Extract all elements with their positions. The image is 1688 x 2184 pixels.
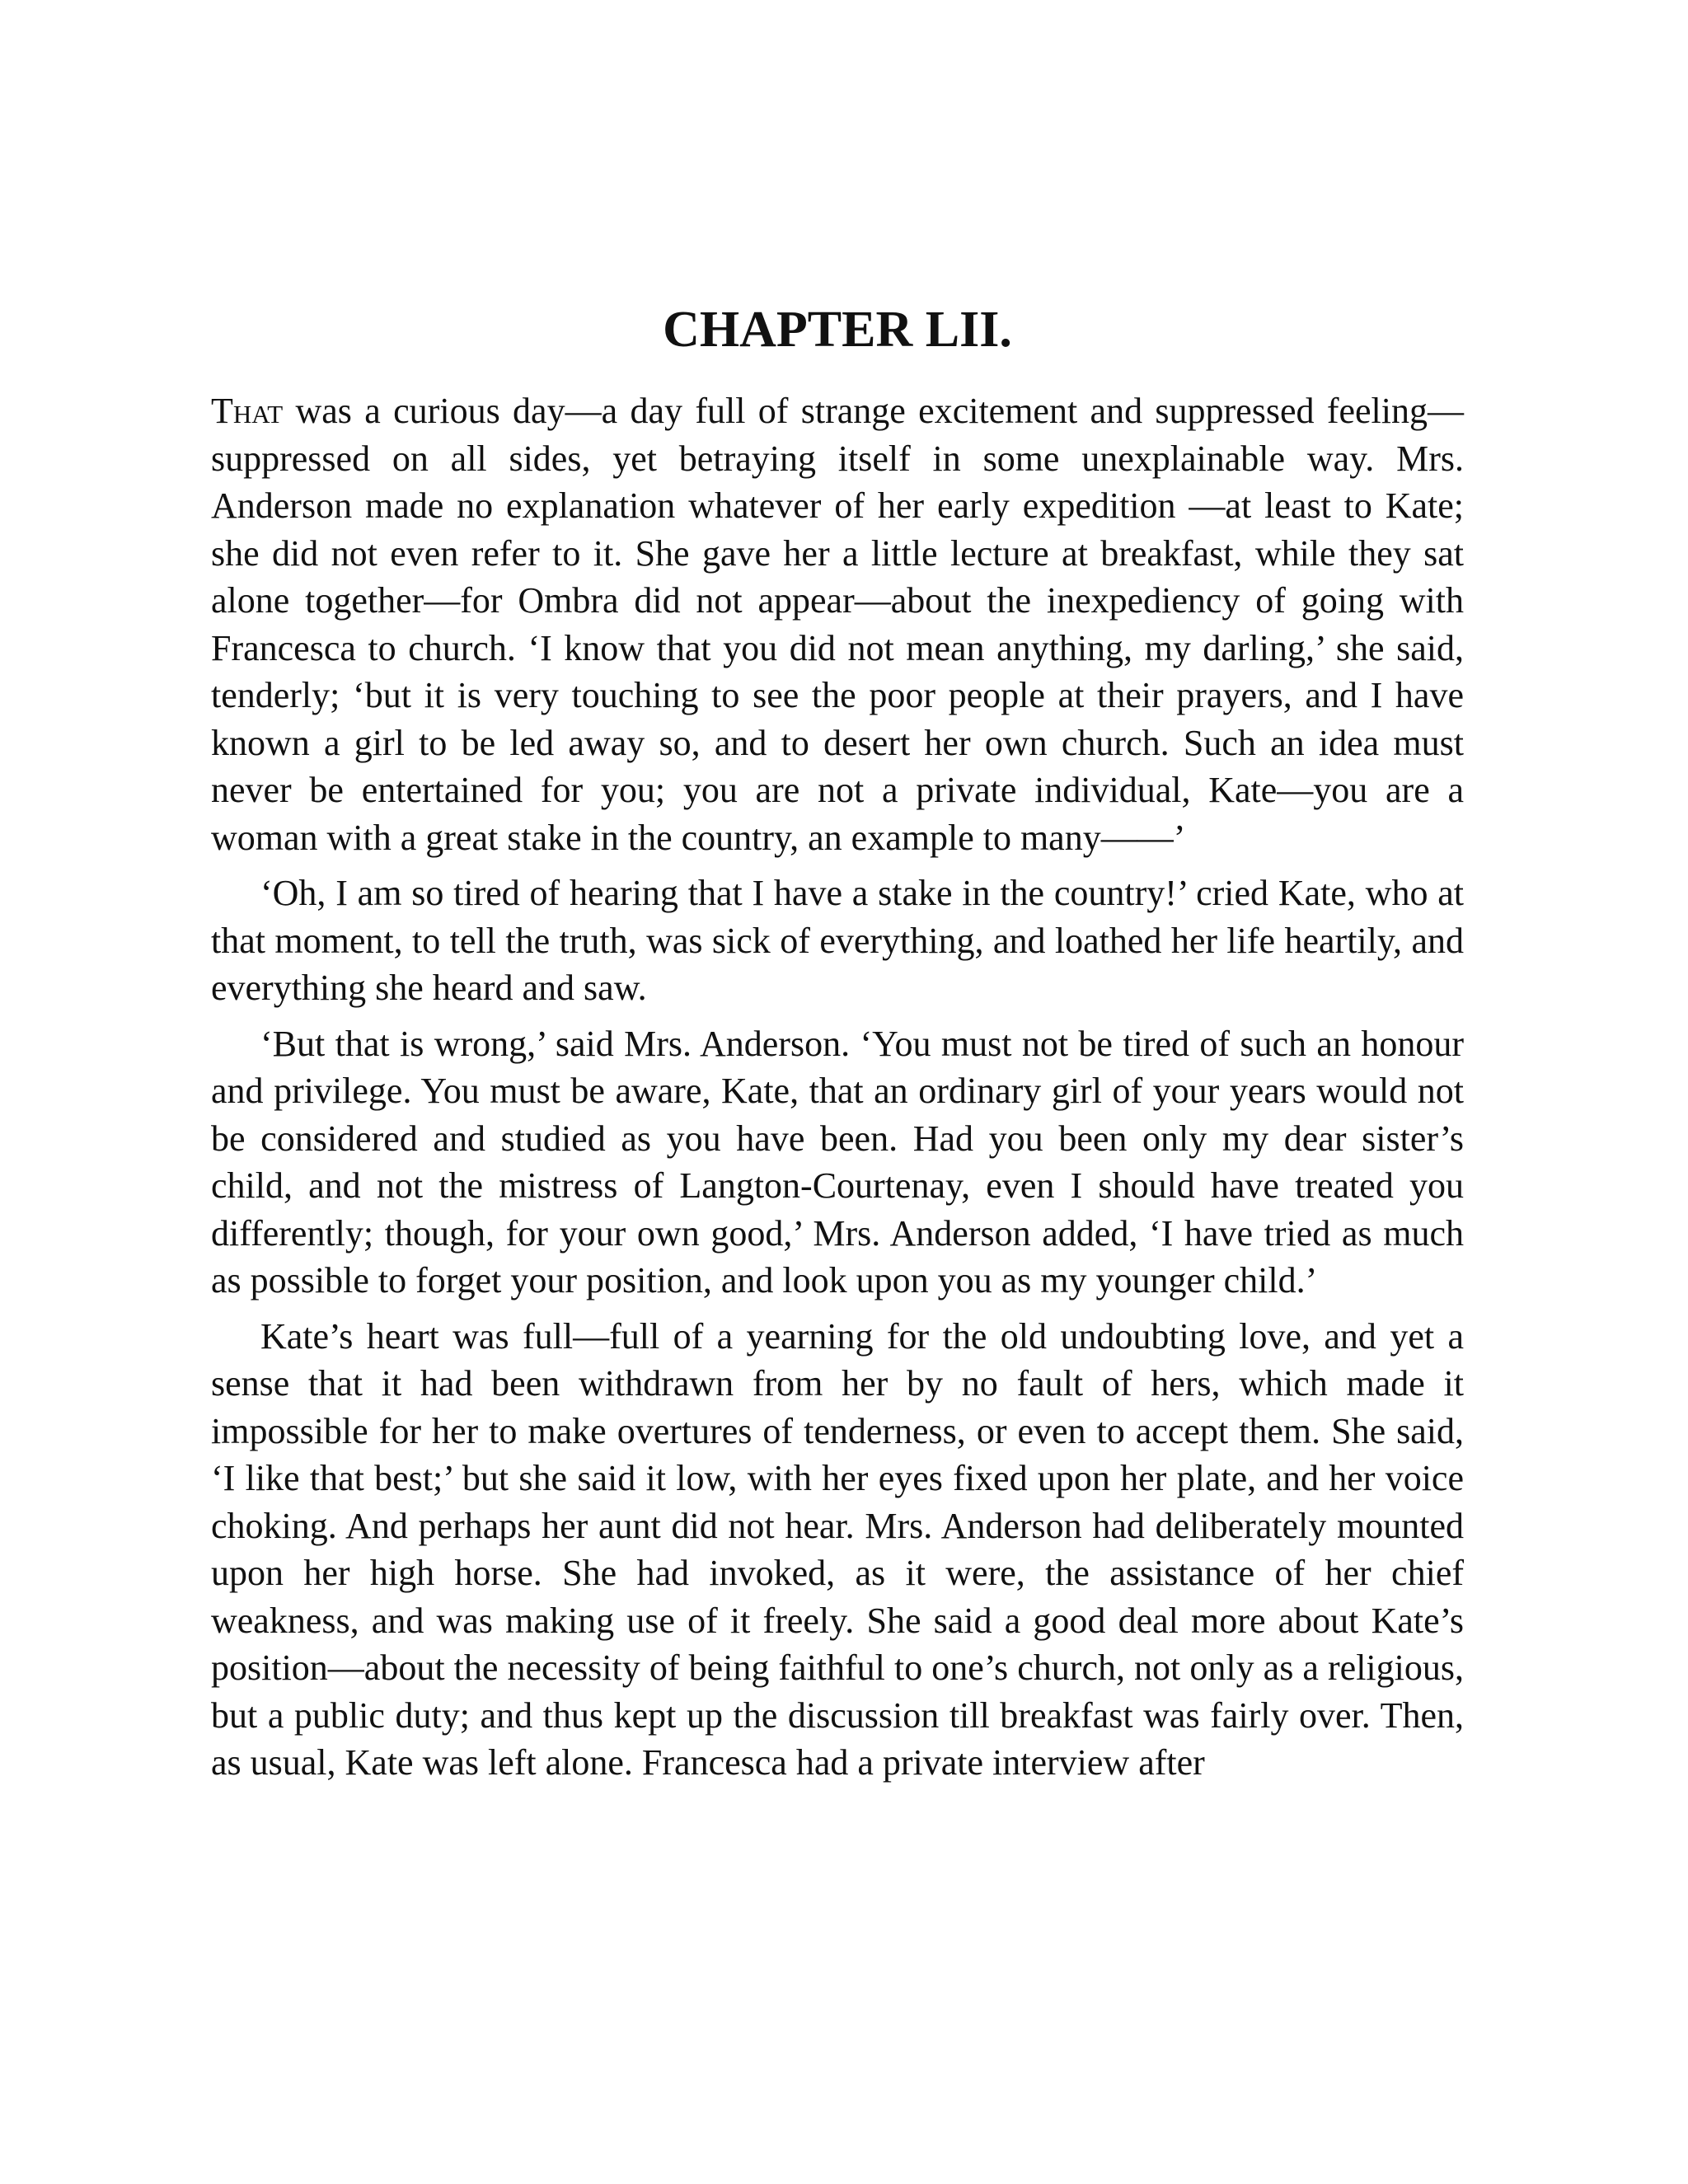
paragraph-3: ‘But that is wrong,’ said Mrs. Anderson. ‘You must not be tired of such an honour and privilege. You must be aware, Kate, that an ordinary girl of your years would not be considered and studied as you have been. Had you been only my dear sister’s child, and not the mistress of Langton-Courtenay, even I should have treated you differently; though, for your own good,’ Mrs. Anderson added, ‘I have tried as much as possible to forget your position, and look upon you as my younger child.’	[211, 1023, 1464, 1301]
paragraph-1-text: was a curious day—a day full of strange excitement and suppressed feeling—suppressed on all sides, yet betraying itself in some unexplainable way. Mrs. Anderson made no explanation whatever of her early expedition —at least to Kate; she did not even refer to it. She gave her a little lecture at breakfast, while they sat alone together—for Ombra did not appear—about the inexpediency of going with Francesca to church. ‘I know that you did not mean anything, my darling,’ she said, tenderly; ‘but it is very touching to see the poor people at their prayers, and I have known a girl to be led away so, and to desert her own church. Such an idea must never be entertained for you; you are not a private individual, Kate—you are a woman with a great stake in the country, an example to many——’	[211, 391, 1464, 858]
paragraph-1	[211, 387, 1464, 861]
chapter-title: CHAPTER LII.	[663, 302, 1012, 358]
paragraph-4: Kate’s heart was full—full of a yearning for the old undoubting love, and yet a sense that it had been withdrawn from her by no fault of hers, which made it impossible for her to make overtures of tenderness, or even to accept them. She said, ‘I like that best;’ but she said it low, with her eyes fixed upon her plate, and her voice choking. And perhaps her aunt did not hear. Mrs. Anderson had deliberately mounted upon her high horse. She had invoked, as it were, the assistance of her chief weakness, and was making use of it freely. She said a good deal more about Kate’s position—about the necessity of being faithful to one’s church, not only as a religious, but a public duty; and thus kept up the discussion till breakfast was fairly over. Then, as usual, Kate was left alone. Francesca had a private interview after	[211, 1315, 1464, 1783]
book-page	[211, 297, 1464, 1795]
paragraph-2: ‘Oh, I am so tired of hearing that I have a stake in the country!’ cried Kate, who at that moment, to tell the truth, was sick of everything, and loathed her life heartily, and everything she heard and saw.	[211, 873, 1464, 1008]
paragraph-1-lead: That	[211, 391, 284, 431]
